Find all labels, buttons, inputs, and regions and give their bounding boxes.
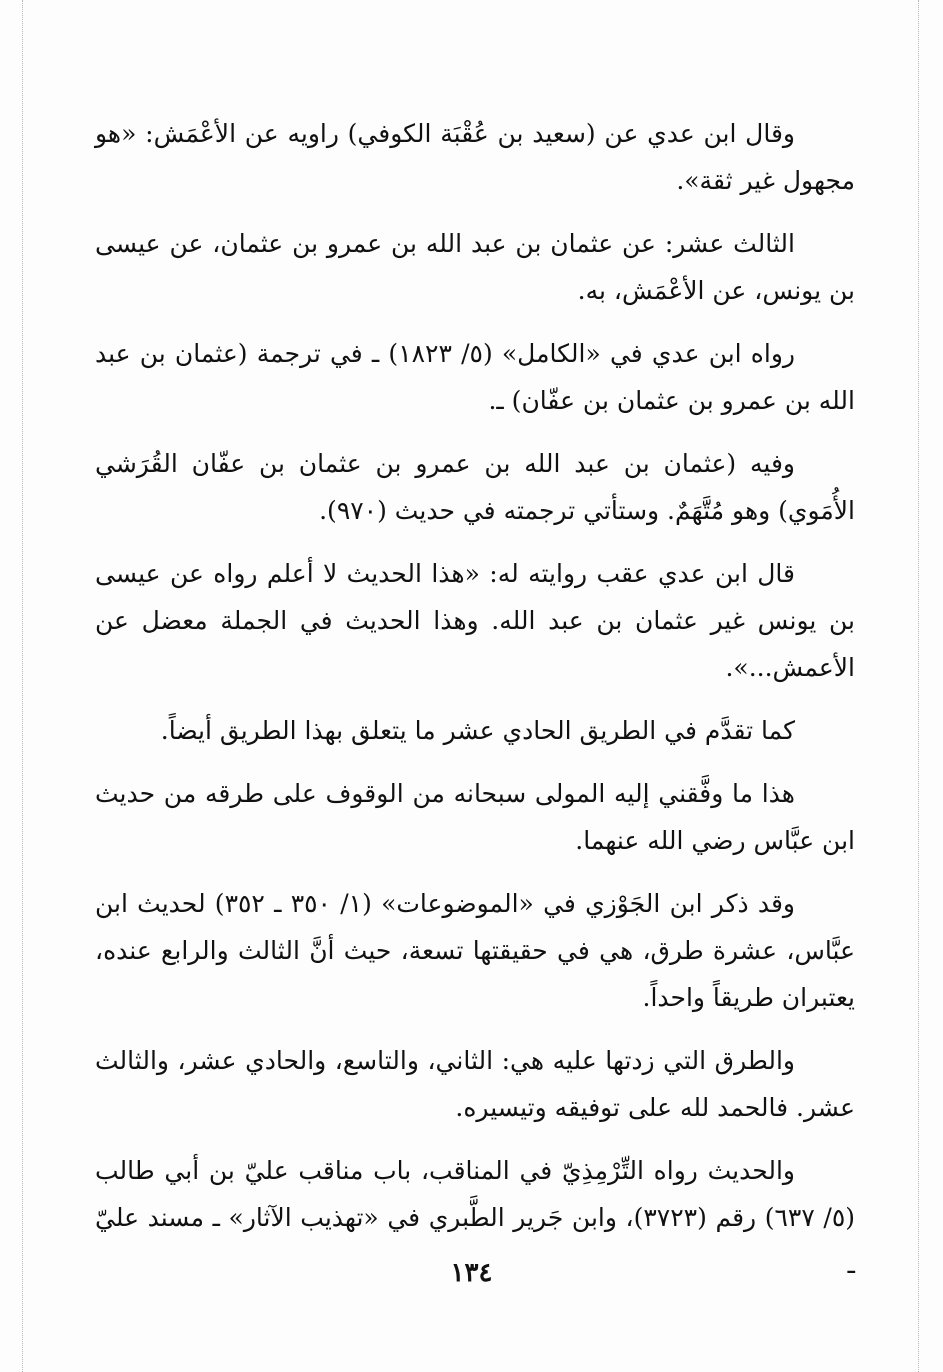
paragraph-7: هذا ما وفَّقني إليه المولى سبحانه من الوقوف على طرقه من حديث ابن عبَّاس رضي الله عنهما. — [95, 779, 855, 855]
paragraph-6: كما تقدَّم في الطريق الحادي عشر ما يتعلق بهذا الطريق أيضاً. — [160, 716, 795, 745]
paragraph-1: وقال ابن عدي عن (سعيد بن عُقْبَة الكوفي) راويه عن الأعْمَش: «هو مجهول غير ثقة». — [95, 119, 855, 195]
paragraph-3: رواه ابن عدي في «الكامل» (٥/ ١٨٢٣) ـ في ترجمة (عثمان بن عبد الله بن عمرو بن عثمان بن عفّان) ـ. — [95, 339, 855, 415]
page-number: ١٣٤ — [450, 1258, 493, 1288]
paragraph-5: قال ابن عدي عقب روايته له: «هذا الحديث لا أعلم رواه عن عيسى بن يونس غير عثمان بن عبد الله. وهذا الحديث في الجملة معضل عن الأعمش...». — [95, 559, 855, 682]
paragraph-8: وقد ذكر ابن الجَوْزي في «الموضوعات» (١/ ٣٥٠ ـ ٣٥٢) لحديث ابن عبَّاس، عشرة طرق، هي في حقيقتها تسعة، حيث أنَّ الثالث والرابع عنده، يعتبران طريقاً واحداً. — [95, 889, 855, 1012]
scan-margin-line-right — [918, 0, 919, 1372]
scan-margin-line-left — [22, 0, 23, 1372]
paragraph-9: والطرق التي زدتها عليه هي: الثاني، والتاسع، والحادي عشر، والثالث عشر. فالحمد لله على توفيقه وتيسيره. — [95, 1046, 855, 1122]
paragraph-10: والحديث رواه التِّرْمِذِيّ في المناقب، باب مناقب عليّ بن أبي طالب (٥/ ٦٣٧) رقم (٣٧٢٣)، وابن جَرير الطَّبري في «تهذيب الآثار» ـ مسند عليّ ـ — [95, 1156, 856, 1279]
page-body-text — [95, 110, 855, 1304]
paragraph-2: الثالث عشر: عن عثمان بن عبد الله بن عمرو بن عثمان، عن عيسى بن يونس، عن الأعْمَش، به. — [95, 229, 855, 305]
paragraph-4: وفيه (عثمان بن عبد الله بن عمرو بن عثمان بن عفّان القُرَشي الأُمَوي) وهو مُتَّهَمٌ. وستأتي ترجمته في حديث (٩٧٠). — [95, 449, 855, 525]
